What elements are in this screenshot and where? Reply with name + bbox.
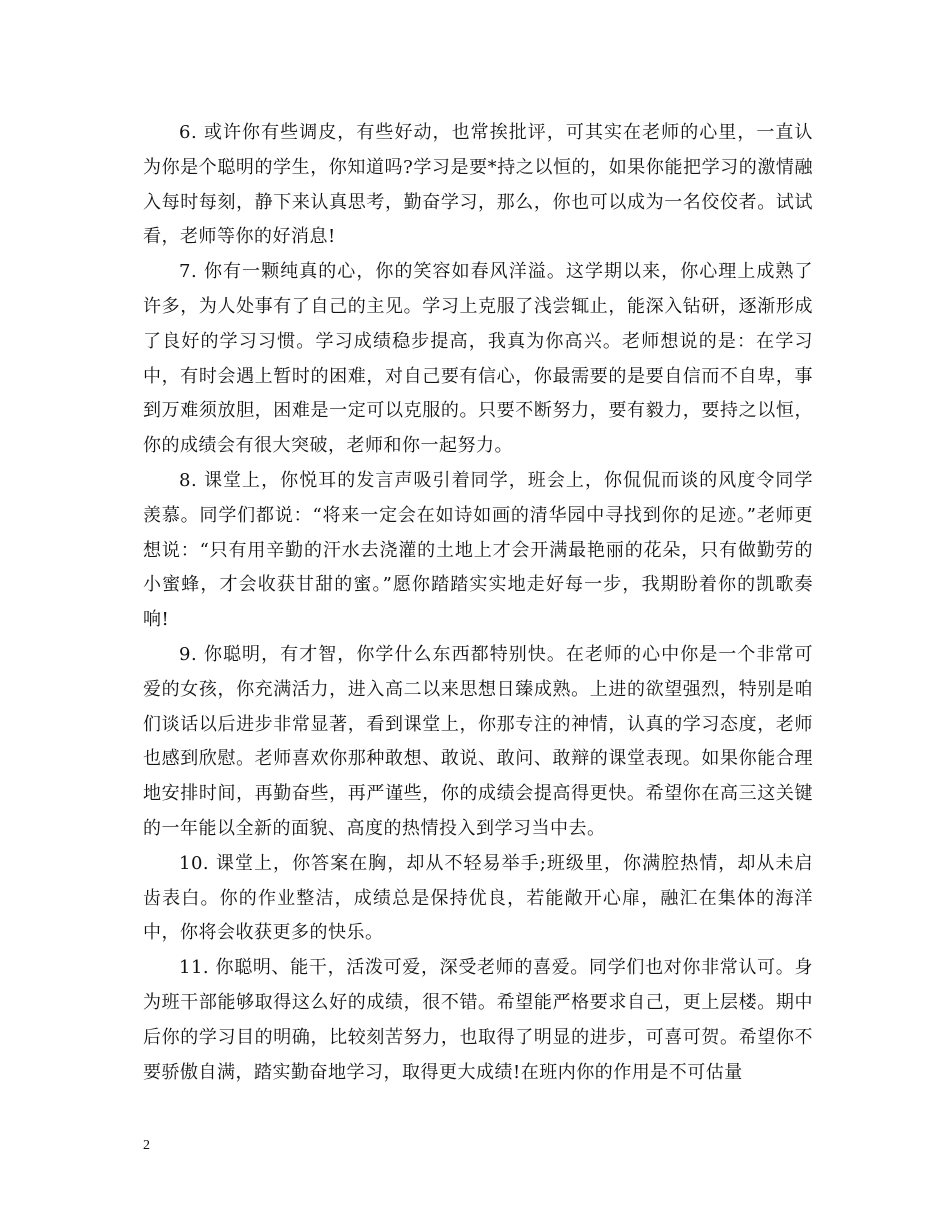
paragraph-6: 6. 或许你有些调皮，有些好动，也常挨批评，可其实在老师的心里，一直认为你是个聪明的学生，你知道吗?学习是要*持之以恒的，如果你能把学习的激情融入每时每刻，静下来认真思考，勤奋学习，那么，你也可以成为一名佼佼者。试试看，老师等你的好消息! [143,122,813,248]
document-body [143,116,813,1090]
paragraph-7: 7. 你有一颗纯真的心，你的笑容如春风洋溢。这学期以来，你心理上成熟了许多，为人处事有了自己的主见。学习上克服了浅尝辄止，能深入钻研，逐渐形成了良好的学习习惯。学习成绩稳步提高，我真为你高兴。老师想说的是：在学习中，有时会遇上暂时的困难，对自己要有信心，你最需要的是要自信而不自卑，事到万难须放胆，困难是一定可以克服的。只要不断努力，要有毅力，要持之以恒，你的成绩会有很大突破，老师和你一起努力。 [143,261,813,457]
page-number: 2 [143,1138,150,1153]
paragraph-11: 11. 你聪明、能干，活泼可爱，深受老师的喜爱。同学们也对你非常认可。身为班干部能够取得这么好的成绩，很不错。希望能严格要求自己，更上层楼。期中后你的学习目的明确，比较刻苦努力，也取得了明显的进步，可喜可贺。希望你不要骄傲自满，踏实勤奋地学习，取得更大成绩!在班内你的作用是不可估量 [143,957,813,1083]
paragraph-9: 9. 你聪明，有才智，你学什么东西都特别快。在老师的心中你是一个非常可爱的女孩，你充满活力，进入高二以来思想日臻成熟。上进的欲望强烈，特别是咱们谈话以后进步非常显著，看到课堂上，你那专注的神情，认真的学习态度，老师也感到欣慰。老师喜欢你那种敢想、敢说、敢问、敢辩的课堂表现。如果你能合理地安排时间，再勤奋些，再严谨些，你的成绩会提高得更快。希望你在高三这关键的一年能以全新的面貌、高度的热情投入到学习当中去。 [143,643,813,839]
paragraph-8: 8. 课堂上，你悦耳的发言声吸引着同学，班会上，你侃侃而谈的风度令同学羡慕。同学们都说：“将来一定会在如诗如画的清华园中寻找到你的足迹。”老师更想说：“只有用辛勤的汗水去浇灌的土地上才会开满最艳丽的花朵，只有做勤劳的小蜜蜂，才会收获甘甜的蜜。”愿你踏踏实实地走好每一步，我期盼着你的凯歌奏响! [143,469,813,631]
paragraph-10: 10. 课堂上，你答案在胸，却从不轻易举手;班级里，你满腔热情，却从未启齿表白。你的作业整洁，成绩总是保持优良，若能敞开心扉，融汇在集体的海洋中，你将会收获更多的快乐。 [143,852,813,944]
